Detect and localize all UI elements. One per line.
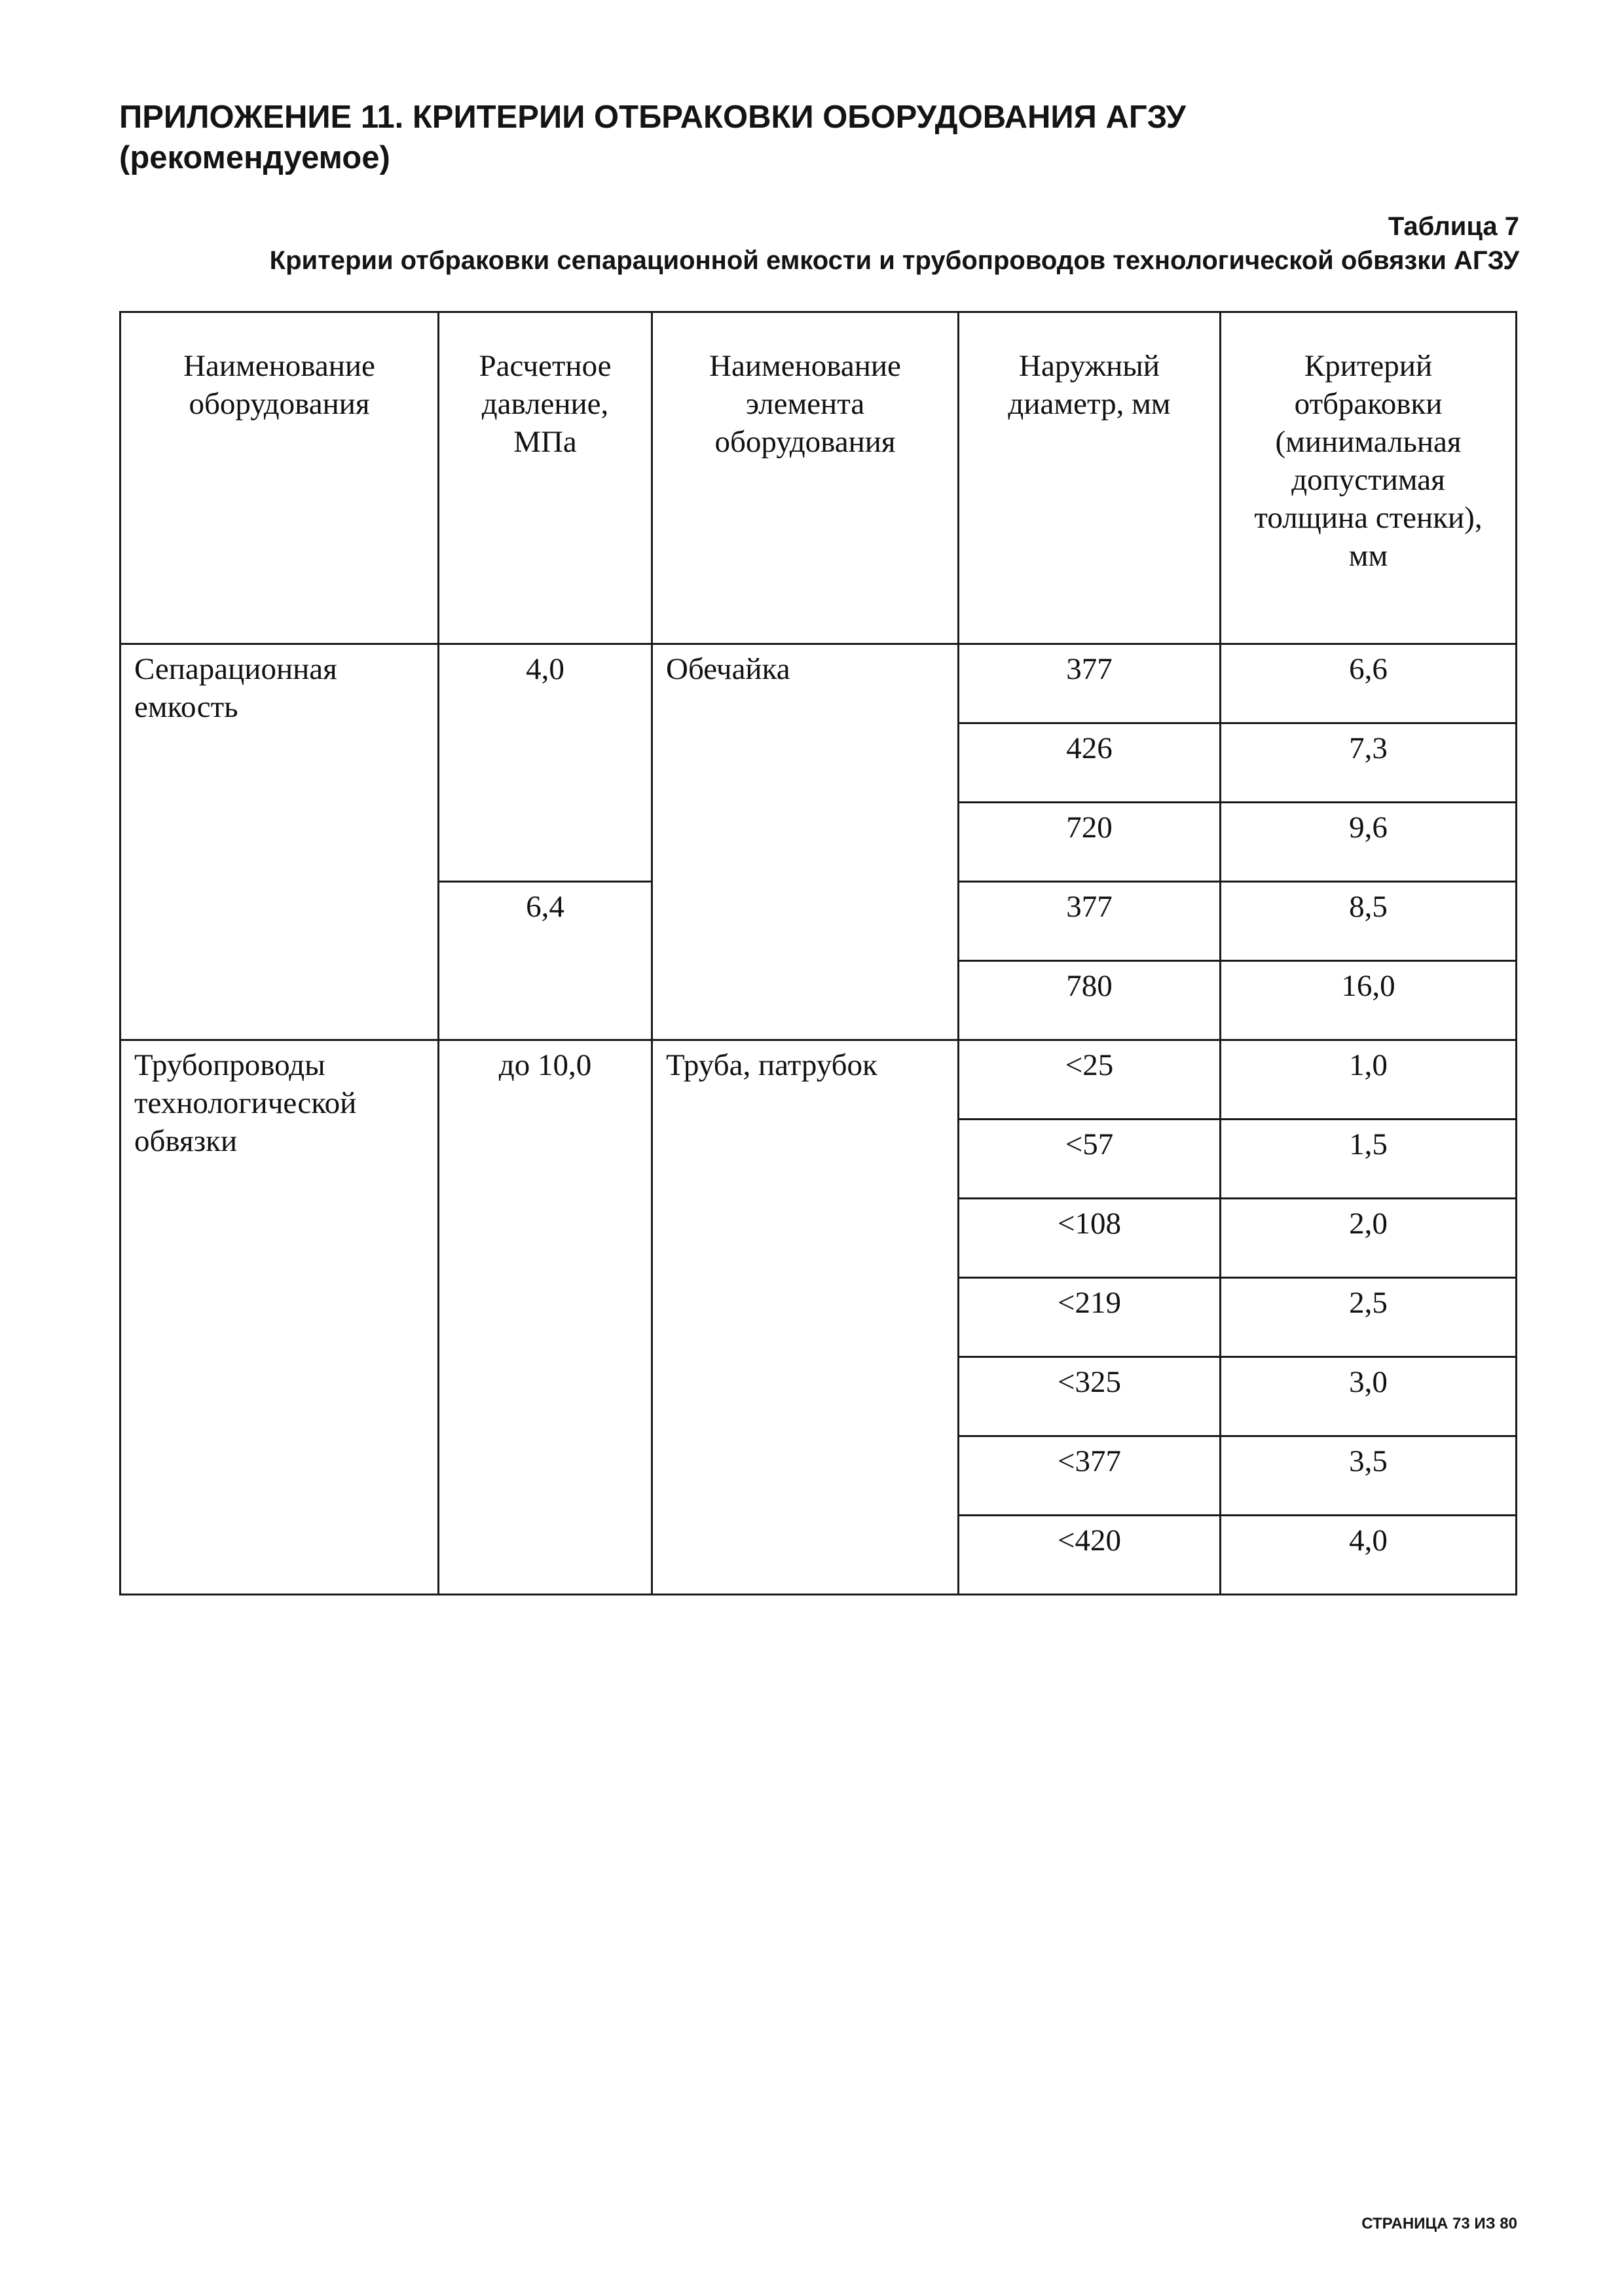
criterion-cell: 7,3 [1221, 723, 1517, 803]
criterion-cell: 1,0 [1221, 1040, 1517, 1120]
criterion-cell: 1,5 [1221, 1120, 1517, 1199]
heading-line-2: (рекомендуемое) [119, 140, 390, 175]
diameter-cell: <325 [959, 1357, 1221, 1436]
criterion-cell: 4,0 [1221, 1516, 1517, 1595]
criterion-cell: 8,5 [1221, 882, 1517, 961]
header-element: Наименование элемента оборудования [652, 312, 959, 644]
table-row [120, 1040, 1517, 1120]
criterion-cell: 6,6 [1221, 644, 1517, 723]
header-pressure: Расчетное давление, МПа [439, 312, 652, 644]
table-header-row [120, 312, 1517, 644]
table-caption [270, 210, 1519, 278]
diameter-cell: <25 [959, 1040, 1221, 1120]
equipment-cell: Трубопроводы технологической обвязки [120, 1040, 439, 1595]
pressure-cell: 4,0 [439, 644, 652, 882]
diameter-cell: <219 [959, 1278, 1221, 1357]
pressure-cell: до 10,0 [439, 1040, 652, 1595]
criteria-table [119, 311, 1517, 1595]
pressure-cell: 6,4 [439, 882, 652, 1040]
diameter-cell: <420 [959, 1516, 1221, 1595]
element-cell: Обечайка [652, 644, 959, 1040]
diameter-cell: 377 [959, 882, 1221, 961]
heading-line-1: ПРИЛОЖЕНИЕ 11. КРИТЕРИИ ОТБРАКОВКИ ОБОРУДОВАНИЯ АГЗУ [119, 100, 1186, 135]
criterion-cell: 16,0 [1221, 961, 1517, 1040]
criterion-cell: 3,5 [1221, 1436, 1517, 1516]
table-title: Критерии отбраковки сепарационной емкости и трубопроводов технологической обвязки АГЗУ [269, 246, 1519, 275]
diameter-cell: <57 [959, 1120, 1221, 1199]
page-number: СТРАНИЦА 73 ИЗ 80 [1361, 2215, 1517, 2232]
table-row [120, 644, 1517, 723]
criterion-cell: 9,6 [1221, 803, 1517, 882]
diameter-cell: 720 [959, 803, 1221, 882]
criterion-cell: 2,0 [1221, 1199, 1517, 1278]
diameter-cell: 780 [959, 961, 1221, 1040]
criterion-cell: 3,0 [1221, 1357, 1517, 1436]
equipment-cell: Сепарационная емкость [120, 644, 439, 1040]
header-criterion: Критерий отбраковки (минимальная допустимая толщина стенки), мм [1221, 312, 1517, 644]
diameter-cell: 426 [959, 723, 1221, 803]
criterion-cell: 2,5 [1221, 1278, 1517, 1357]
header-equipment: Наименование оборудования [120, 312, 439, 644]
page-heading [119, 97, 1521, 178]
diameter-cell: <108 [959, 1199, 1221, 1278]
diameter-cell: 377 [959, 644, 1221, 723]
diameter-cell: <377 [959, 1436, 1221, 1516]
element-cell: Труба, патрубок [652, 1040, 959, 1595]
header-diameter: Наружный диаметр, мм [959, 312, 1221, 644]
table-number: Таблица 7 [1388, 212, 1519, 241]
